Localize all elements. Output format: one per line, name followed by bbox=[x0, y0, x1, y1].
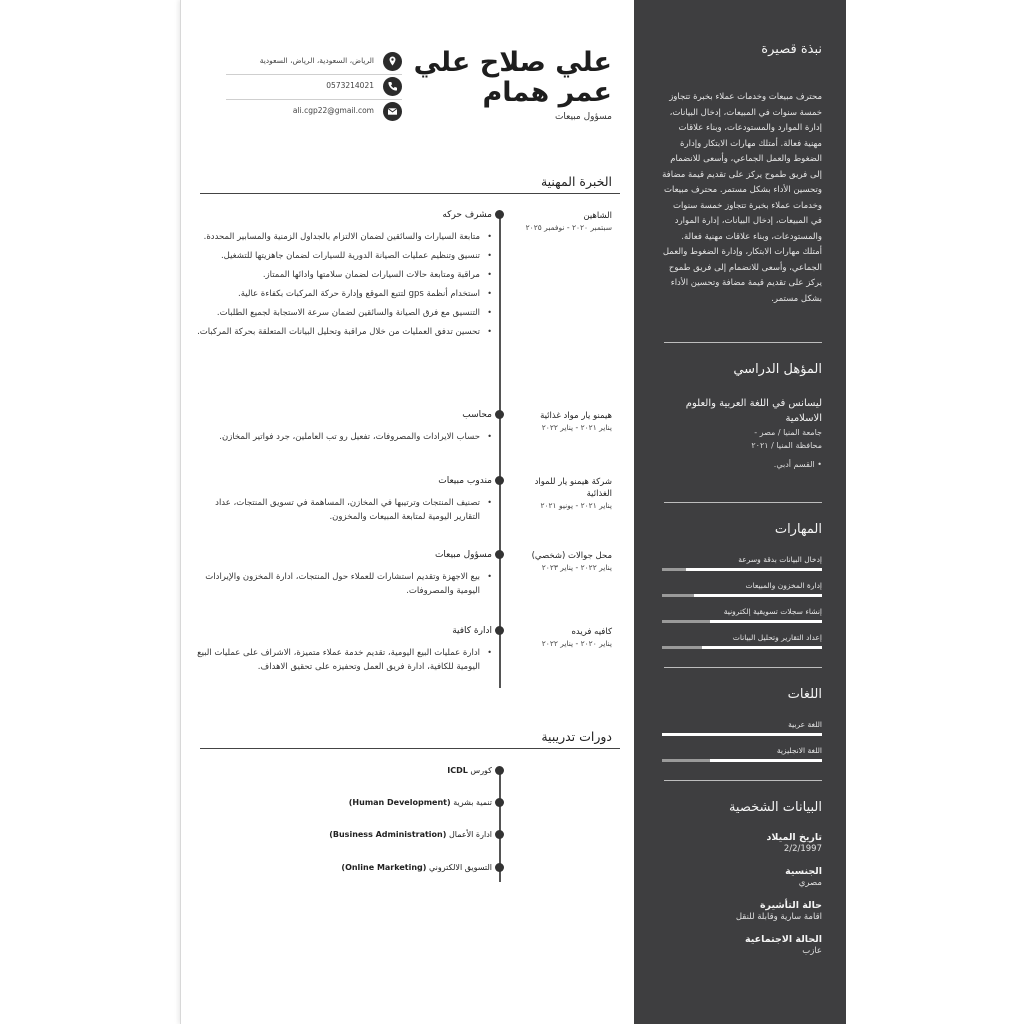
about-text: محترف مبيعات وخدمات عملاء بخبرة تتجاوز خمسة سنوات في المبيعات، إدخال البيانات، إدارة الموارد والمستودعات، وبناء علاقات مهنية فعالة. أمتلك مهارات الابتكار وإدارة الضغوط والعمل الجماعي، وأسعى للانضمام إلى فريق طموح يركز على تقديم قيمة مضافة وتحسين الأداء بشكل مستمر. محترف مبيعات وخدمات عملاء بخبرة تتجاوز خمسة سنوات في المبيعات، إدخال البيانات، إدارة الموارد والمستودعات، وبناء علاقات مهنية فعالة. أمتلك مهارات الابتكار، وإدارة الضغوط والعمل الجماعي، وأسعى للانضمام إلى فريق طموح يركز على تقديم قيمة مضافة وتحسين الأداء بشكل مستمر. bbox=[662, 92, 822, 304]
education-body bbox=[662, 396, 822, 471]
personal-key: الحالة الاجتماعية bbox=[745, 934, 822, 945]
personal-list bbox=[662, 832, 822, 968]
job-bullets bbox=[194, 646, 494, 679]
phone-icon bbox=[383, 77, 402, 96]
personal-value: اقامة سارية وقابلة للنقل bbox=[735, 912, 822, 922]
job-date: يناير ٢٠٢٢ - يناير ٢٠٢٣ bbox=[541, 563, 612, 572]
job-date: يناير ٢٠٢١ - يونيو ٢٠٢١ bbox=[540, 501, 612, 510]
about-body bbox=[662, 90, 822, 307]
skill-bar bbox=[662, 646, 822, 649]
about-title: نبذة قصيرة bbox=[761, 42, 822, 57]
job-date: يناير ٢٠٢١ - يناير ٢٠٢٢ bbox=[541, 423, 612, 432]
course-item: تنمية بشرية (Human Development) bbox=[348, 798, 492, 807]
courses-divider bbox=[200, 748, 620, 749]
timeline-dot bbox=[495, 626, 504, 635]
languages-title: اللغات bbox=[787, 687, 822, 702]
timeline-dot bbox=[495, 863, 504, 872]
job-bullet: • استخدام أنظمة gps لتتبع الموقع وإدارة حركة المركبات بكفاءة عالية. bbox=[194, 287, 480, 301]
skill-item bbox=[662, 607, 822, 633]
job-role: محاسب bbox=[462, 410, 492, 420]
job-bullet: • ادارة عمليات البيع اليومية، تقديم خدمة عملاء متميزة، الاشراف على عمليات البيع اليومية للكافية، ادارة فريق العمل وتحفيزه على تحقيق الاهداف. bbox=[194, 646, 480, 674]
job-company: هيمنو يار مواد غذائية يناير ٢٠٢١ - يناير ٢٠٢٢ bbox=[512, 410, 612, 434]
job-company: شركة هيمنو يار للمواد الغذائية يناير ٢٠٢١ - يونيو ٢٠٢١ bbox=[512, 476, 612, 512]
job-company: كافيه فريده يناير ٢٠٢٠ - يناير ٢٠٢٢ bbox=[512, 626, 612, 650]
personal-section bbox=[662, 800, 822, 815]
job-bullet: • تصنيف المنتجات وترتيبها في المخازن، المساهمة في تسويق المنتجات، عداد التقارير اليومية لمتابعة المبيعات والمخزون. bbox=[194, 496, 480, 524]
skill-bar bbox=[662, 620, 822, 623]
education-title: المؤهل الدراسي bbox=[733, 362, 822, 377]
contact-phone bbox=[226, 75, 402, 100]
job-bullets bbox=[194, 430, 494, 449]
job-bullet: • تحسين تدفق العمليات من خلال مراقبة وتحليل البيانات المتعلقة بحركة المركبات. bbox=[194, 325, 480, 339]
skill-bar-fill bbox=[702, 646, 822, 649]
language-label: اللغة الانجليزية bbox=[776, 746, 822, 755]
contact-location-text: الرياض، السعودية، الرياض، السعودية bbox=[259, 56, 374, 65]
language-item bbox=[662, 746, 822, 772]
language-bar bbox=[662, 733, 822, 736]
skill-bar bbox=[662, 568, 822, 571]
courses-title: دورات تدريبية bbox=[541, 729, 612, 744]
language-bar bbox=[662, 759, 822, 762]
language-bar-fill bbox=[710, 759, 822, 762]
skill-item bbox=[662, 581, 822, 607]
job-bullets bbox=[194, 496, 494, 529]
education-place: جامعة المنيا / مصر - محافظة المنيا / ٢٠٢١ bbox=[751, 428, 822, 450]
languages-section bbox=[662, 687, 822, 702]
timeline-dot bbox=[495, 210, 504, 219]
language-label: اللغة عربية bbox=[788, 720, 822, 729]
personal-value: عازب bbox=[802, 946, 822, 956]
course-item: كورس ICDL bbox=[447, 766, 492, 775]
personal-title: البيانات الشخصية bbox=[728, 800, 822, 815]
experience-title: الخبرة المهنية bbox=[540, 174, 612, 189]
skill-bar-fill bbox=[710, 620, 822, 623]
skill-bar-fill bbox=[694, 594, 822, 597]
personal-value: مصري bbox=[798, 878, 822, 888]
contact-location bbox=[226, 50, 402, 75]
personal-item bbox=[662, 832, 822, 854]
personal-item bbox=[662, 900, 822, 922]
personal-value: 2/2/1997 bbox=[783, 844, 822, 854]
timeline-dot bbox=[495, 476, 504, 485]
candidate-name: علي صلاح علي عمر همام bbox=[413, 47, 612, 108]
skill-item bbox=[662, 633, 822, 659]
language-item bbox=[662, 720, 822, 746]
job-company: الشاهين سبتمبر ٢٠٢٠ - نوفمبر ٢٠٢٥ bbox=[512, 210, 612, 234]
contact-email-text: ali.cgp22@gmail.com bbox=[292, 106, 374, 115]
skill-item bbox=[662, 555, 822, 581]
job-bullet: • بيع الاجهزة وتقديم استشارات للعملاء حول المنتجات، ادارة المخزون والإيرادات اليومية والمصروفات. bbox=[194, 570, 480, 598]
skill-bar bbox=[662, 594, 822, 597]
job-bullets bbox=[194, 570, 494, 603]
job-company: محل جوالات (شخصي) يناير ٢٠٢٢ - يناير ٢٠٢٣ bbox=[512, 550, 612, 574]
skill-label: إدخال البيانات بدقة وسرعة bbox=[738, 555, 822, 564]
contact-email bbox=[226, 100, 402, 124]
timeline-dot bbox=[495, 766, 504, 775]
sidebar-divider bbox=[664, 502, 822, 503]
personal-key: الجنسية bbox=[785, 866, 822, 877]
language-bar-fill bbox=[662, 733, 822, 736]
about-section bbox=[662, 42, 822, 57]
skill-label: إدارة المخزون والمبيعات bbox=[745, 581, 822, 590]
course-item: التسويق الالكتروني (Online Marketing) bbox=[341, 863, 492, 872]
contact-block bbox=[226, 50, 402, 124]
job-role: مسؤول مبيعات bbox=[434, 550, 492, 560]
main-column bbox=[197, 0, 620, 1024]
job-bullets bbox=[194, 230, 494, 344]
job-role: مشرف حركه bbox=[442, 210, 492, 220]
timeline-dot bbox=[495, 798, 504, 807]
job-bullet: • مراقبة ومتابعة حالات السيارات لضمان سلامتها وادائها الممتاز. bbox=[194, 268, 480, 282]
skills-section bbox=[662, 522, 822, 537]
sidebar-divider bbox=[664, 342, 822, 343]
course-item: ادارة الأعمال (Business Administration) bbox=[329, 830, 492, 839]
personal-key: تاريخ الميلاد bbox=[766, 832, 822, 843]
job-role: ادارة كافية bbox=[452, 626, 492, 636]
job-date: سبتمبر ٢٠٢٠ - نوفمبر ٢٠٢٥ bbox=[525, 223, 612, 232]
job-role: مندوب مبيعات bbox=[438, 476, 492, 486]
experience-divider bbox=[200, 193, 620, 194]
sidebar-divider bbox=[664, 780, 822, 781]
skills-title: المهارات bbox=[774, 522, 822, 537]
skill-bar-fill bbox=[686, 568, 822, 571]
personal-item bbox=[662, 934, 822, 956]
job-bullet: • تنسيق وتنظيم عمليات الصيانة الدورية للسيارات لضمان جاهزيتها للتشغيل. bbox=[194, 249, 480, 263]
skills-list bbox=[662, 555, 822, 659]
job-bullet: • التنسيق مع فرق الصيانة والسائقين لضمان سرعة الاستجابة لجميع الطلبات. bbox=[194, 306, 480, 320]
skill-label: إنشاء سجلات تسويقية إلكترونية bbox=[723, 607, 822, 616]
job-bullet: • متابعة السيارات والسائقين لضمان الالتزام بالجداول الزمنية والمسابير المحددة. bbox=[194, 230, 480, 244]
candidate-job-title: مسؤول مبيعات bbox=[554, 112, 612, 122]
education-note: • القسم أدبي. bbox=[773, 460, 822, 469]
location-pin-icon bbox=[383, 52, 402, 71]
personal-item bbox=[662, 866, 822, 888]
job-date: يناير ٢٠٢٠ - يناير ٢٠٢٢ bbox=[541, 639, 612, 648]
timeline-dot bbox=[495, 830, 504, 839]
education-section bbox=[662, 362, 822, 377]
sidebar bbox=[634, 0, 846, 1024]
job-bullet: • حساب الايرادات والمصروفات، تفعيل رو تب العاملين، جرد فواتير المخازن. bbox=[194, 430, 480, 444]
skill-label: إعداد التقارير وتحليل البيانات bbox=[732, 633, 822, 642]
experience-timeline bbox=[499, 212, 501, 688]
languages-list bbox=[662, 720, 822, 772]
timeline-dot bbox=[495, 550, 504, 559]
envelope-icon bbox=[383, 102, 402, 121]
contact-phone-text: 0573214021 bbox=[326, 81, 374, 90]
sidebar-divider bbox=[664, 667, 822, 668]
education-degree: ليسانس في اللغة العربية والعلوم الاسلامية bbox=[685, 398, 822, 424]
personal-key: حالة التأشيرة bbox=[759, 900, 822, 911]
timeline-dot bbox=[495, 410, 504, 419]
